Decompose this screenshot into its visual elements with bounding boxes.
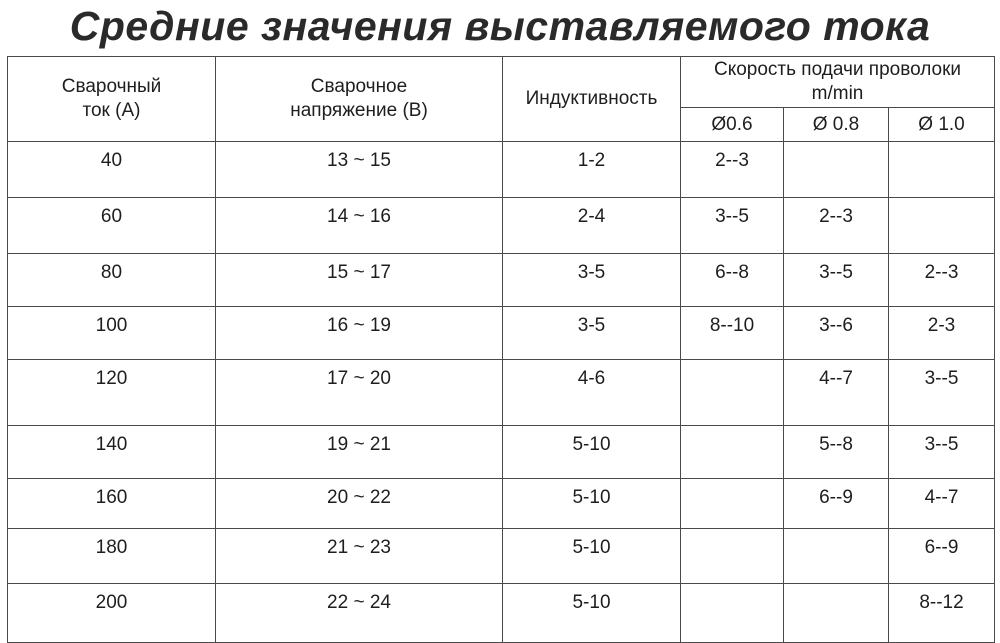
cell-speed-d06: 3--5 (681, 198, 784, 254)
cell-speed-d10: 2-3 (889, 307, 995, 360)
table-row (8, 479, 995, 529)
cell-current: 40 (8, 142, 216, 198)
cell-speed-d06: 6--8 (681, 254, 784, 307)
cell-speed-d06: 8--10 (681, 307, 784, 360)
table-row (8, 307, 995, 360)
cell-speed-d08: 3--6 (784, 307, 889, 360)
table-row (8, 360, 995, 426)
header-wire-speed-line2: m/min (811, 83, 864, 104)
cell-speed-d10 (889, 198, 995, 254)
cell-speed-d10: 2--3 (889, 254, 995, 307)
cell-speed-d06 (681, 479, 784, 529)
cell-speed-d08: 6--9 (784, 479, 889, 529)
cell-speed-d10: 3--5 (889, 426, 995, 479)
cell-inductance: 5-10 (503, 426, 681, 479)
cell-voltage: 16 ~ 19 (216, 307, 503, 360)
cell-speed-d06 (681, 529, 784, 584)
cell-voltage: 22 ~ 24 (216, 584, 503, 643)
cell-speed-d08 (784, 584, 889, 643)
cell-current: 140 (8, 426, 216, 479)
cell-speed-d08: 5--8 (784, 426, 889, 479)
cell-speed-d10 (889, 142, 995, 198)
cell-inductance: 1-2 (503, 142, 681, 198)
cell-current: 120 (8, 360, 216, 426)
header-diameter-1-0: Ø 1.0 (889, 108, 995, 142)
cell-inductance: 5-10 (503, 584, 681, 643)
table-row (8, 426, 995, 479)
cell-voltage: 20 ~ 22 (216, 479, 503, 529)
cell-speed-d08: 3--5 (784, 254, 889, 307)
header-inductance: Индуктивность (503, 57, 681, 142)
cell-current: 80 (8, 254, 216, 307)
table-row (8, 529, 995, 584)
cell-current: 100 (8, 307, 216, 360)
table-row (8, 198, 995, 254)
cell-inductance: 5-10 (503, 529, 681, 584)
page-title: Средние значения выставляемого тока (69, 3, 931, 49)
cell-inductance: 2-4 (503, 198, 681, 254)
cell-speed-d06 (681, 360, 784, 426)
cell-inductance: 5-10 (503, 479, 681, 529)
cell-speed-d08 (784, 529, 889, 584)
cell-speed-d10: 6--9 (889, 529, 995, 584)
table-row (8, 254, 995, 307)
cell-voltage: 17 ~ 20 (216, 360, 503, 426)
cell-speed-d06 (681, 584, 784, 643)
cell-speed-d08: 2--3 (784, 198, 889, 254)
welding-settings-table (7, 56, 995, 643)
cell-voltage: 15 ~ 17 (216, 254, 503, 307)
cell-current: 180 (8, 529, 216, 584)
cell-current: 200 (8, 584, 216, 643)
cell-current: 60 (8, 198, 216, 254)
header-diameter-0-6: Ø0.6 (681, 108, 784, 142)
cell-speed-d10: 8--12 (889, 584, 995, 643)
cell-inductance: 3-5 (503, 307, 681, 360)
header-diameter-0-8: Ø 0.8 (784, 108, 889, 142)
cell-speed-d06 (681, 426, 784, 479)
header-current-line2: ток (A) (82, 100, 141, 121)
cell-current: 160 (8, 479, 216, 529)
cell-speed-d08 (784, 142, 889, 198)
header-voltage-line2: напряжение (В) (290, 100, 428, 121)
cell-speed-d10: 3--5 (889, 360, 995, 426)
header-welding-voltage (216, 57, 503, 142)
header-current-line1: Сварочный (61, 76, 162, 97)
cell-inductance: 4-6 (503, 360, 681, 426)
cell-voltage: 21 ~ 23 (216, 529, 503, 584)
cell-inductance: 3-5 (503, 254, 681, 307)
header-wire-feed-speed (681, 57, 995, 108)
cell-voltage: 13 ~ 15 (216, 142, 503, 198)
table-row (8, 142, 995, 198)
header-wire-speed-line1: Скорость подачи проволоки (713, 59, 962, 80)
cell-voltage: 19 ~ 21 (216, 426, 503, 479)
header-voltage-line1: Сварочное (310, 76, 408, 97)
table-row (8, 584, 995, 643)
cell-speed-d10: 4--7 (889, 479, 995, 529)
header-welding-current (8, 57, 216, 142)
cell-speed-d06: 2--3 (681, 142, 784, 198)
cell-speed-d08: 4--7 (784, 360, 889, 426)
cell-voltage: 14 ~ 16 (216, 198, 503, 254)
